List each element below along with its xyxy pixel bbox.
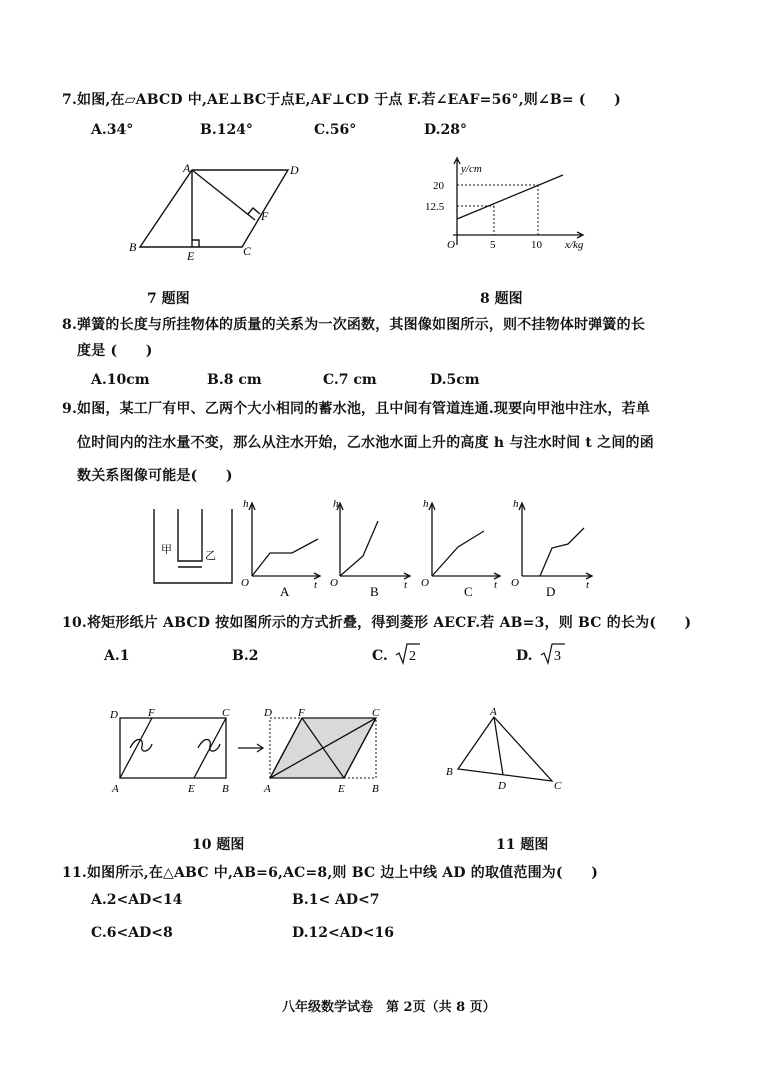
svg-text:t: t xyxy=(404,579,408,591)
tank-jia-label: 甲 xyxy=(161,544,172,556)
xtick-10: 10 xyxy=(531,239,542,251)
right-angle-e xyxy=(192,240,199,247)
svg-text:B: B xyxy=(222,783,229,795)
svg-text:D: D xyxy=(498,780,506,792)
altitude-af xyxy=(192,170,255,220)
q8-option-b: B.8 cm xyxy=(207,372,262,388)
svg-text:t: t xyxy=(494,579,498,591)
x-axis-label: x/kg xyxy=(565,239,584,251)
svg-text:B: B xyxy=(372,783,379,795)
svg-text:C: C xyxy=(372,708,380,719)
y-axis-label: y/cm xyxy=(461,163,482,175)
svg-text:t: t xyxy=(586,579,590,591)
svg-text:A: A xyxy=(112,783,119,795)
q8-caption: 8 题图 xyxy=(480,291,523,307)
svg-text:E: E xyxy=(188,783,195,795)
sqrt-2-symbol xyxy=(395,642,421,666)
svg-text:D: D xyxy=(264,708,272,719)
svg-text:h: h xyxy=(423,498,429,510)
q9-graph-a xyxy=(240,494,324,598)
q9-graph-c xyxy=(420,494,504,598)
q9-stem-line2: 位时间内的注水量不变，那么从注水开始，乙水池水面上升的高度 h 与注水时间 t 之间的函 xyxy=(77,435,654,451)
q11-caption: 11 题图 xyxy=(496,837,549,853)
q8-option-a: A.10cm xyxy=(91,372,150,388)
q7-option-b: B.124° xyxy=(200,122,253,138)
right-angle-f xyxy=(248,208,260,214)
label-b: B xyxy=(129,240,137,254)
q10-folding-figure xyxy=(108,708,388,798)
svg-text:O: O xyxy=(511,577,519,589)
q9-stem-line3: 数关系图像可能是( ) xyxy=(77,468,233,484)
svg-text:O: O xyxy=(421,577,429,589)
q8-option-c: C.7 cm xyxy=(323,372,377,388)
svg-text:h: h xyxy=(333,498,339,510)
q9-stem-line1: 9.如图，某工厂有甲、乙两个大小相同的蓄水池，且中间有管道连通.现要向甲池中注水，若单 xyxy=(62,401,651,417)
q10-stem: 10.将矩形纸片 ABCD 按如图所示的方式折叠，得到菱形 AECF.若 AB=3，则 BC 的长为( ) xyxy=(62,615,692,631)
q11-option-b: B.1< AD<7 xyxy=(292,892,380,908)
origin-label: O xyxy=(447,239,455,251)
ytick-20: 20 xyxy=(433,180,444,192)
svg-text:A: A xyxy=(264,783,271,795)
label-a: A xyxy=(183,161,191,175)
svg-text:D: D xyxy=(110,709,118,721)
fold-line-af xyxy=(120,718,152,778)
q9-graph-b xyxy=(330,494,414,598)
svg-text:O: O xyxy=(330,577,338,589)
svg-text:F: F xyxy=(298,708,305,719)
svg-text:h: h xyxy=(243,498,249,510)
q7-parallelogram-figure xyxy=(125,160,315,265)
q10-caption: 10 题图 xyxy=(192,837,245,853)
q8-stem-line1: 8.弹簧的长度与所挂物体的质量的关系为一次函数，其图像如图所示，则不挂物体时弹簧的长 xyxy=(62,317,646,333)
q11-stem: 11.如图所示,在△ABC 中,AB=6,AC=8,则 BC 边上中线 AD 的取值范围为( ) xyxy=(62,865,599,881)
q8-option-d: D.5cm xyxy=(430,372,480,388)
tank-yi-label: 乙 xyxy=(205,550,216,562)
graph-b-label: B xyxy=(370,584,379,598)
q7-option-a: A.34° xyxy=(91,122,134,138)
label-c: C xyxy=(243,244,252,258)
triangle-abc xyxy=(458,717,552,781)
svg-text:C: C xyxy=(222,708,230,719)
svg-text:C: C xyxy=(554,780,562,792)
q7-option-c: C.56° xyxy=(314,122,357,138)
svg-text:h: h xyxy=(513,498,519,510)
svg-text:O: O xyxy=(241,577,249,589)
label-d: D xyxy=(290,163,299,177)
radicand-3: 3 xyxy=(554,649,561,664)
radicand-2: 2 xyxy=(409,649,416,664)
label-e: E xyxy=(187,249,195,263)
q10-option-b: B.2 xyxy=(232,648,259,664)
svg-text:E: E xyxy=(338,783,345,795)
label-f: F xyxy=(261,209,269,223)
q10-option-c: C. xyxy=(372,648,388,664)
function-line xyxy=(457,175,563,219)
xtick-5: 5 xyxy=(490,239,496,251)
ytick-12-5: 12.5 xyxy=(425,201,445,213)
svg-text:B: B xyxy=(446,766,453,778)
q9-graph-d xyxy=(510,494,596,598)
svg-text:A: A xyxy=(490,706,497,718)
svg-text:F: F xyxy=(148,708,155,719)
q11-option-c: C.6<AD<8 xyxy=(91,925,173,941)
q7-stem: 7.如图,在▱ABCD 中,AE⊥BC于点E,AF⊥CD 于点 F.若∠EAF=56°,则∠B= ( ) xyxy=(62,92,621,108)
q8-stem-line2: 度是 ( ) xyxy=(77,343,153,359)
q9-tanks-figure xyxy=(150,505,240,585)
q7-caption: 7 题图 xyxy=(147,291,190,307)
q10-option-a: A.1 xyxy=(104,648,130,664)
q7-option-d: D.28° xyxy=(424,122,467,138)
q10-option-d: D. xyxy=(516,648,533,664)
svg-text:t: t xyxy=(314,579,318,591)
q8-line-graph xyxy=(425,150,595,255)
q11-triangle-figure xyxy=(440,705,570,800)
q11-option-a: A.2<AD<14 xyxy=(91,892,183,908)
graph-a-label: A xyxy=(280,584,290,598)
q11-option-d: D.12<AD<16 xyxy=(292,925,394,941)
fold-arrow-left xyxy=(130,740,152,752)
page-footer: 八年级数学试卷 第 2页（共 8 页） xyxy=(282,1000,496,1015)
graph-c-label: C xyxy=(464,584,473,598)
graph-d-label: D xyxy=(546,584,556,598)
sqrt-3-symbol xyxy=(540,642,566,666)
